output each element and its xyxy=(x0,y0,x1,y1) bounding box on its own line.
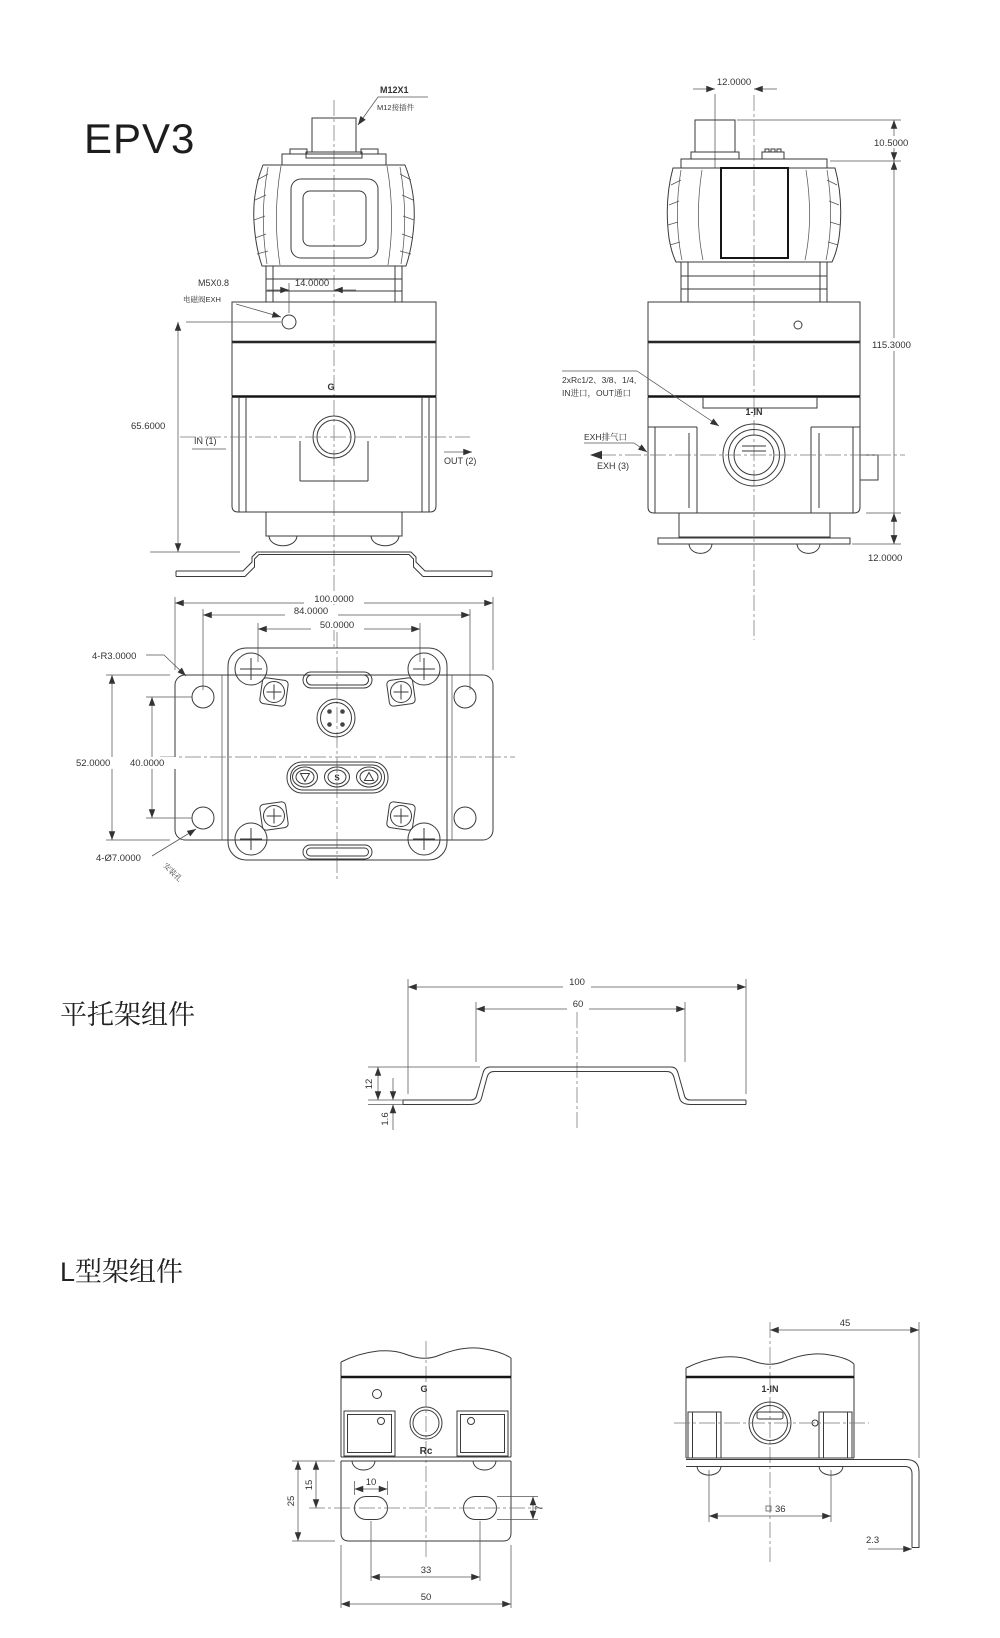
dim-115-3: 115.3000 xyxy=(872,340,911,351)
lbs-dim-2-3: 2.3 xyxy=(866,1535,880,1546)
lb-dim-50: 50 xyxy=(420,1592,432,1603)
up-arrow-icon xyxy=(365,773,374,781)
dim-10-5: 10.5000 xyxy=(874,138,909,149)
l-bracket-front-view xyxy=(286,1341,545,1608)
lbs-dim-36: 36 xyxy=(775,1504,786,1515)
g-port-label: G xyxy=(327,382,335,392)
m12-label: M12X1 xyxy=(380,85,409,95)
exh-note: EXH排气口 xyxy=(584,432,627,442)
mount-holes-note: 安装孔 xyxy=(161,861,184,884)
dim-65-6: 65.6000 xyxy=(131,421,166,432)
lb-rc-label: Rc xyxy=(419,1446,433,1457)
set-button-label: S xyxy=(334,773,340,783)
flat-bracket-title: 平托架组件 xyxy=(60,1000,195,1030)
lb-dim-10: 10 xyxy=(365,1477,377,1488)
dim-12-bottom: 12.0000 xyxy=(868,553,903,564)
corner-radius-label: 4-R3.0000 xyxy=(92,651,137,662)
dim-40: 40.0000 xyxy=(130,758,165,769)
out-port-label: OUT (2) xyxy=(444,456,477,466)
drawing-title: EPV3 xyxy=(84,115,196,162)
dim-84: 84.0000 xyxy=(293,606,329,617)
fb-dim-1-6: 1.6 xyxy=(380,1112,391,1126)
l-bracket-title: L型架组件 xyxy=(60,1257,184,1287)
side-view xyxy=(562,77,924,640)
side-in-port-label: 1-IN xyxy=(745,407,763,417)
exh-label: EXH (3) xyxy=(597,461,630,471)
lb-dim-15: 15 xyxy=(304,1479,315,1491)
lb-dim-33: 33 xyxy=(420,1565,432,1576)
corner-screws xyxy=(235,653,440,855)
fb-dim-12: 12 xyxy=(364,1078,375,1090)
lb-dim-25: 25 xyxy=(286,1495,297,1507)
in-port-label: IN (1) xyxy=(194,436,217,446)
ports-note-line1: 2xRc1/2、3/8、1/4, xyxy=(562,375,637,385)
dim-14: 14.0000 xyxy=(294,278,330,289)
m5-note: 电磁阀EXH xyxy=(183,295,221,304)
lbs-in-label: 1-IN xyxy=(761,1384,779,1394)
button-panel xyxy=(287,762,388,793)
lbs-dim-45: 45 xyxy=(839,1318,851,1329)
lb-g-label: G xyxy=(420,1384,428,1394)
fb-dim-60: 60 xyxy=(572,999,584,1010)
m12-connector-face xyxy=(317,699,355,737)
exh-flow-arrow xyxy=(590,451,602,459)
dim-12-top: 12.0000 xyxy=(716,77,752,88)
top-view xyxy=(74,593,515,884)
dim-100: 100.0000 xyxy=(314,594,354,605)
l-bracket-side-view xyxy=(674,1318,919,1562)
flat-bracket-view xyxy=(364,977,746,1130)
dim-52: 52.0000 xyxy=(76,758,111,769)
inner-screws xyxy=(259,677,415,830)
front-view xyxy=(131,85,492,648)
mount-holes-label: 4-Ø7.0000 xyxy=(96,853,141,864)
m5-label: M5X0.8 xyxy=(198,278,230,288)
down-arrow-icon xyxy=(301,774,310,782)
fb-dim-100: 100 xyxy=(569,977,585,988)
dim-50: 50.0000 xyxy=(319,620,355,631)
m12-note: M12接插件 xyxy=(377,103,415,112)
lb-dim-7: 7 xyxy=(534,1505,545,1511)
ports-note-line2: IN进口，OUT通口 xyxy=(562,388,631,398)
